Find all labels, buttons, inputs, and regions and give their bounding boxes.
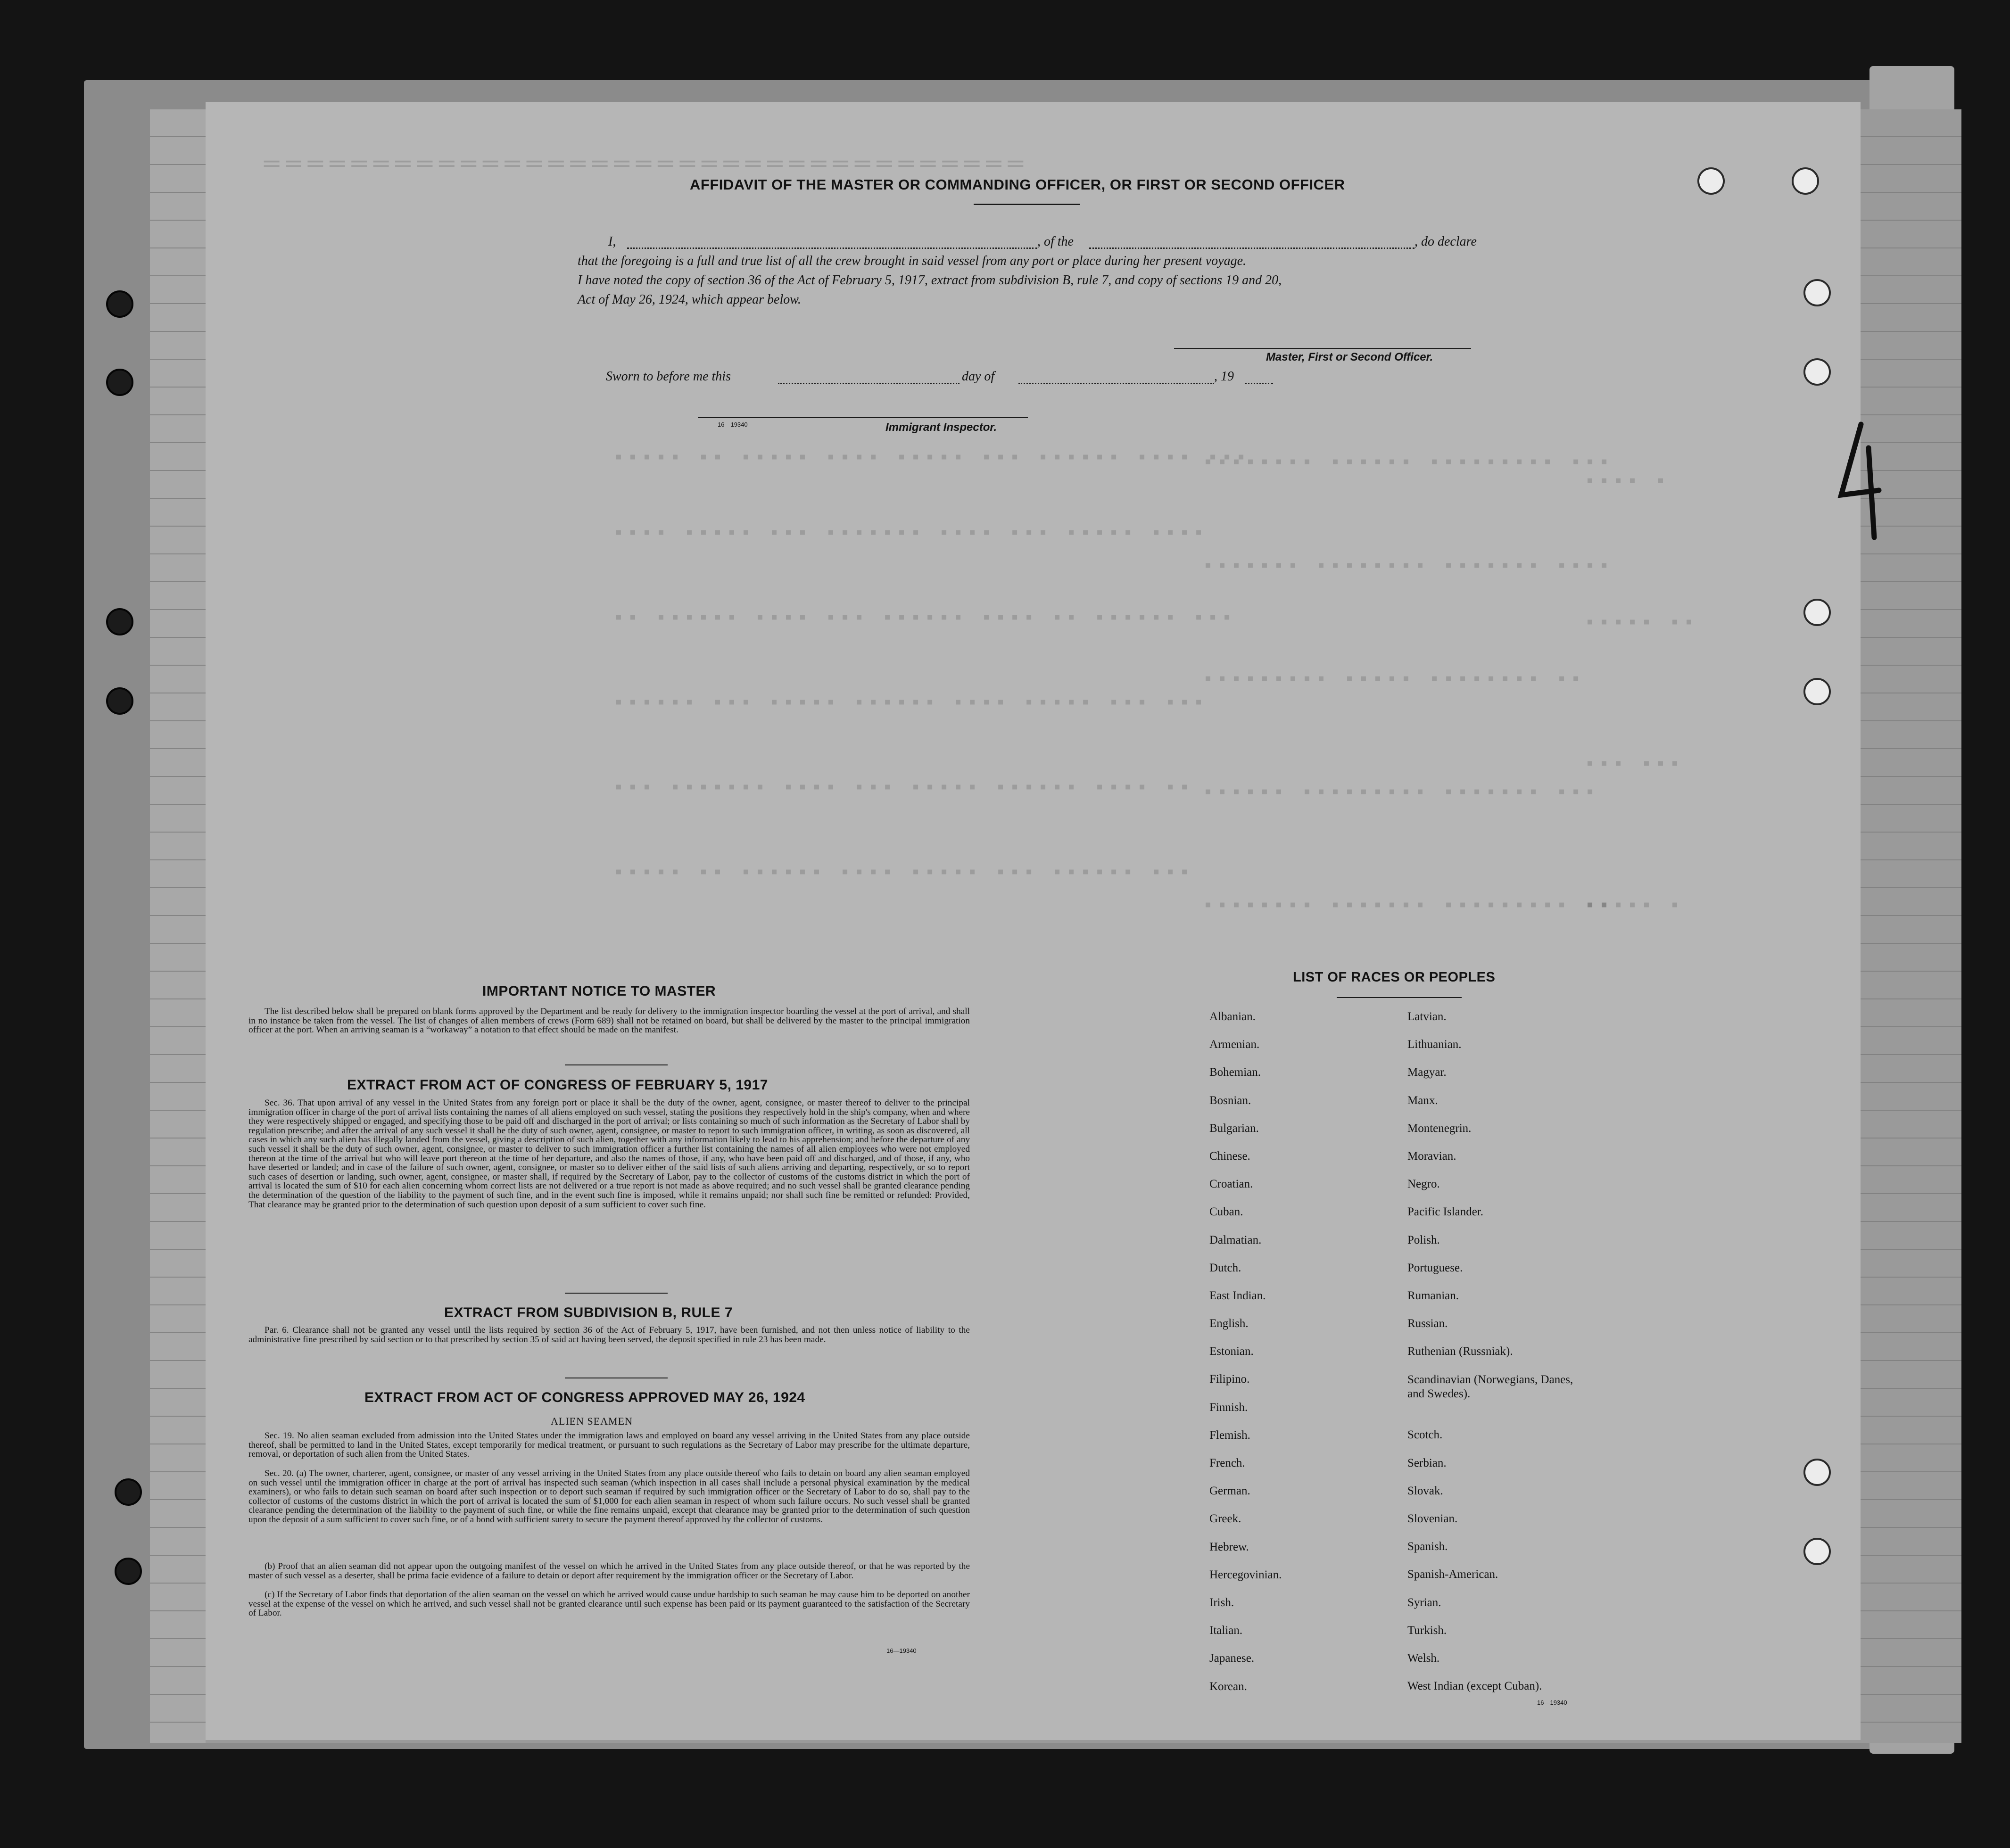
bleed-through-texture: ▪▪▪▪▪ ▪ <box>1584 896 1684 917</box>
race-item: Montenegrin. <box>1407 1122 1472 1135</box>
bleed-through-texture: ▪▪▪ ▪▪▪ <box>1584 754 1684 776</box>
race-item: Japanese. <box>1209 1652 1255 1665</box>
races-left-column <box>1209 1010 1282 1708</box>
binder-hole <box>1697 167 1725 195</box>
races-title: LIST OF RACES OR PEOPLES <box>1293 970 1496 985</box>
binder-hole <box>115 1558 142 1585</box>
declarant-name-field[interactable] <box>627 248 1037 249</box>
race-item: Latvian. <box>1407 1010 1447 1023</box>
race-item: Magyar. <box>1407 1066 1447 1079</box>
binder-hole <box>106 687 133 715</box>
race-item: Chinese. <box>1209 1149 1250 1163</box>
sec20a-body: Sec. 20. (a) The owner, charterer, agent, consignee, or master of any vessel arriving in the United States from any place outside thereof who fails to detain on board any alien seaman employed on such vessel until the immigration officer in charge at the port of arrival has inspected such seaman (which inspection in all cases shall include a personal physical examination by the medical examiners), or who fails to detain such seaman on board after such inspection or to deport such seaman if required by such immigration officer or the Secretary of Labor to do so, shall pay to the collector of customs of the customs district in which the port of arrival is located the sum of $1,000 for each alien seaman in respect of whom such failure occurs. No such vessel shall be granted clearance pending the determination of the liability to the payment of such fine, or while the fine remains unpaid, except that clearance may be granted prior to the determination of such question upon the deposit of a sum sufficient to cover such fine, or of a bond with sufficient surety to secure the payment thereof approved by the collector of customs. <box>248 1468 970 1525</box>
race-item: Irish. <box>1209 1596 1234 1609</box>
bleed-through-texture: ▪▪▪▪▪▪▪▪ ▪▪▪▪▪▪ ▪▪▪▪▪▪▪▪▪ ▪▪▪ <box>1202 453 1613 474</box>
extract-1917-body: Sec. 36. That upon arrival of any vessel in the United States from any foreign port or place it shall be the duty of the owner, agent, consignee, or master thereof to deliver to the principal immigration officer in charge of the port of arrival lists containing the names of all aliens employed on such vessel, stating the positions they respectively hold in the ship's company, when and where they were respectively shipped or engaged, and specifying those to be paid off and discharged in the port of arrival; or lists containing so much of such information as the Secretary of Labor shall by regulation prescribe; and after the arrival of any such vessel it shall be the duty of such owner, agent, consignee, or master to report to such immigration officer, in writing, as soon as discovered, all cases in which any such alien has illegally landed from the vessel, giving a description of such alien, together with any information likely to lead to his apprehension; and before the departure of any such vessel it shall be the duty of such owner, agent, consignee, or master to deliver to such immigration officer a further list containing the names of all alien employees who were not employed thereon at the time of the arrival but who will leave port thereon at the time of her departure, and also the names of those, if any, who have been paid off and discharged, and of those, if any, who have deserted or landed; and in case of the failure of such owner, agent, consignee, or master so to deliver either of the said lists of such aliens arriving and departing, respectively, or so to report such cases of desertion or landing, such owner, agent, consignee, or master shall, if required by the Secretary of Labor, pay to the collector of customs of the customs district in which the port of arrival is located the sum of $10 for each alien concerning whom correct lists are not delivered or a true report is not made as above required; and no such vessel shall be granted clearance pending the determination of the question of the liability to the payment of such fine, and in the event such fine is imposed, while it remains unpaid; nor shall such fine be remitted or refunded: Provided, That clearance may be granted prior to the determination of such question upon deposit of a sum sufficient to cover such fine. <box>248 1098 970 1210</box>
inspector-caption: Immigrant Inspector. <box>885 421 997 434</box>
race-item: Armenian. <box>1209 1038 1260 1051</box>
form-number: 16—19340 <box>1537 1699 1567 1706</box>
race-item: Pacific Islander. <box>1407 1205 1484 1219</box>
race-item: Spanish. <box>1407 1540 1448 1553</box>
bleed-through-texture: ▪▪▪▪▪▪▪▪ ▪▪▪▪▪▪▪ ▪▪▪▪▪▪▪▪▪ ▪▪ <box>1202 896 1613 917</box>
binder-hole <box>106 369 133 396</box>
sec20c-body: (c) If the Secretary of Labor finds that deportation of the alien seaman on the vessel on which he arrived would cause undue hardship to such seaman he may cause him to be deported on another vessel at the expense of the vessel on which he arrived, and such vessel shall not be granted clearance until such expense has been paid or its payment guaranteed to the satisfaction of the Secretary of Labor. <box>248 1590 970 1618</box>
extract-rule7-title: EXTRACT FROM SUBDIVISION B, RULE 7 <box>444 1305 733 1320</box>
race-item: Korean. <box>1209 1680 1247 1693</box>
race-item: Rumanian. <box>1407 1289 1459 1302</box>
race-item: Lithuanian. <box>1407 1038 1462 1051</box>
notice-body: The list described below shall be prepared on blank forms approved by the Department and be ready for delivery to the immigration inspector boarding the vessel at the port of arrival, and shall in no instance be taken from the vessel. The list of changes of alien members of crews (Form 689) shall not be retained on board, but shall be delivered by the master to the principal immigration officer at the port. When an arriving seaman is a “workaway” a notation to that effect should be made on the manifest. <box>248 1006 970 1035</box>
race-item: Portuguese. <box>1407 1261 1463 1274</box>
race-item: Turkish. <box>1407 1624 1447 1637</box>
extract-1924-title: EXTRACT FROM ACT OF CONGRESS APPROVED MAY 26, 1924 <box>364 1390 805 1405</box>
race-item: Slovenian. <box>1407 1512 1458 1525</box>
section-rule <box>565 1064 668 1065</box>
inspector-signature-line[interactable] <box>698 417 1028 418</box>
master-signature-field[interactable] <box>1174 348 1471 349</box>
sworn-month-field[interactable] <box>1018 383 1214 384</box>
race-item: East Indian. <box>1209 1289 1266 1302</box>
affidavit-title: AFFIDAVIT OF THE MASTER OR COMMANDING OFFICER, OR FIRST OR SECOND OFFICER <box>690 176 1345 193</box>
race-item: Moravian. <box>1407 1149 1456 1163</box>
race-item: Finnish. <box>1209 1401 1248 1414</box>
bleed-through-texture: ▪▪▪▪▪▪ ▪▪▪▪▪▪▪▪▪ ▪▪▪▪▪▪▪ ▪▪▪ <box>1202 783 1599 804</box>
bleed-through-texture: ▪▪▪▪▪▪▪ ▪▪▪▪▪▪▪▪ ▪▪▪▪▪▪▪ ▪▪▪▪ <box>1202 556 1613 578</box>
sworn-label: Sworn to before me this <box>606 369 731 384</box>
binder-hole <box>106 608 133 635</box>
race-item: Cuban. <box>1209 1205 1243 1219</box>
race-item: Bosnian. <box>1209 1094 1251 1107</box>
binder-hole <box>1803 1538 1831 1565</box>
sec20b-body: (b) Proof that an alien seaman did not appear upon the outgoing manifest of the vessel on which he arrived in the United States from any place outside thereof, or that he was reported by the master of such vessel as a deserter, shall be prima facie evidence of a failure to detain or deport after requirement by the immigration officer or the Secretary of Labor. <box>248 1561 970 1581</box>
sec19-body: Sec. 19. No alien seaman excluded from admission into the United States under the immigration laws and employed on board any vessel arriving in the United States from any place outside thereof, shall be permitted to land in the United States, except temporarily for medical treatment, or pursuant to such regulations as the Secretary of Labor may prescribe for the ultimate departure, removal, or deportation of such alien from the United States. <box>248 1431 970 1460</box>
title-rule <box>974 204 1080 205</box>
race-item: Serbian. <box>1407 1456 1447 1469</box>
extract-rule7-body: Par. 6. Clearance shall not be granted any vessel until the lists required by section 36 of the Act of February 5, 1917, have been furnished, and not then unless notice of liability to the administrative fine prescribed by said section or to that prescribed by section 35 of said act having been served, the deposit specified in rule 23 has been made. <box>248 1325 970 1345</box>
sworn-year-field[interactable] <box>1245 383 1273 384</box>
ledger-stub <box>150 109 206 1743</box>
race-item: English. <box>1209 1317 1249 1330</box>
do-declare-label: , do declare <box>1414 234 1477 249</box>
race-item: Manx. <box>1407 1094 1438 1107</box>
race-item: German. <box>1209 1485 1250 1498</box>
race-item: Hebrew. <box>1209 1540 1249 1553</box>
day-of-label: day of <box>962 369 995 384</box>
race-item: Greek. <box>1209 1512 1241 1526</box>
race-item: Bohemian. <box>1209 1066 1261 1079</box>
race-item: Welsh. <box>1407 1651 1440 1665</box>
bleed-through-texture: ▪▪▪▪▪▪▪▪▪ ▪▪▪▪▪ ▪▪▪▪▪▪▪▪ ▪▪ <box>1202 669 1585 691</box>
race-item: Syrian. <box>1407 1596 1441 1609</box>
master-caption: Master, First or Second Officer. <box>1266 351 1433 363</box>
bleed-through-texture: ▪▪ ▪▪▪▪▪▪ ▪▪▪▪ ▪▪▪ ▪▪▪▪▪▪ ▪▪▪▪ ▪▪ ▪▪▪▪▪▪ ▪▪▪ <box>613 608 1236 629</box>
race-item-text: Scandinavian (Norwegians, Danes, and Swedes). <box>1407 1373 1573 1401</box>
race-item: Scotch. <box>1407 1428 1443 1442</box>
binder-hole <box>1803 279 1831 306</box>
race-item: Italian. <box>1209 1624 1243 1637</box>
binder-hole <box>1803 1459 1831 1486</box>
race-item: Croatian. <box>1209 1178 1253 1191</box>
declarant-label: I, <box>608 234 616 249</box>
section-rule <box>565 1293 668 1294</box>
bleed-through-texture: ▪▪▪▪ ▪ <box>1584 471 1670 493</box>
bleed-through-texture: ▪▪▪▪▪ ▪▪ <box>1584 613 1698 634</box>
race-item: Slovak. <box>1407 1484 1443 1497</box>
affidavit-line-4: Act of May 26, 1924, which appear below. <box>578 292 801 307</box>
alien-seamen-subtitle: ALIEN SEAMEN <box>551 1415 633 1427</box>
binder-hole <box>1803 358 1831 386</box>
race-item: Negro. <box>1407 1178 1440 1191</box>
race-item: Russian. <box>1407 1317 1448 1330</box>
race-item: Albanian. <box>1209 1010 1256 1023</box>
race-item: West Indian (except Cuban). <box>1407 1680 1542 1693</box>
affidavit-line-3: I have noted the copy of section 36 of the Act of February 5, 1917, extract from subdivision B, rule 7, and copy of sections 19 and 20, <box>578 273 1282 288</box>
binder-hole <box>1803 599 1831 626</box>
form-number: 16—19340 <box>886 1647 917 1654</box>
notice-title: IMPORTANT NOTICE TO MASTER <box>482 983 716 999</box>
binder-hole <box>1792 167 1819 195</box>
handwritten-mark <box>1832 420 1884 542</box>
race-item: Flemish. <box>1209 1428 1250 1442</box>
bleed-through-texture: ▪▪▪ ▪▪▪▪▪▪▪ ▪▪▪▪ ▪▪▪ ▪▪▪▪▪ ▪▪▪▪▪▪ ▪▪▪▪ ▪▪ <box>613 778 1193 799</box>
race-item: French. <box>1209 1457 1245 1469</box>
affidavit-line-2: that the foregoing is a full and true list of all the crew brought in said vessel from any port or place during her present voyage. <box>578 254 1247 268</box>
bleed-through-texture: ▪▪▪▪▪▪ ▪▪▪ ▪▪▪▪▪ ▪▪▪▪▪▪ ▪▪▪▪ ▪▪▪▪▪ ▪▪▪ ▪▪▪ <box>613 693 1208 714</box>
races-title-rule <box>1337 997 1462 998</box>
race-item: Filipino. <box>1209 1373 1250 1386</box>
binder-hole <box>106 290 133 318</box>
races-right-column <box>1407 1010 1577 1708</box>
bleed-through-texture: ═══════════════════════════════════ <box>264 151 1030 180</box>
year-label: , 19 <box>1214 369 1234 384</box>
bleed-through-texture: ▪▪▪▪▪ ▪▪ ▪▪▪▪▪▪ ▪▪▪▪ ▪▪▪▪▪ ▪▪▪ ▪▪▪▪▪▪ ▪▪▪ <box>613 863 1193 884</box>
race-item: Spanish-American. <box>1407 1568 1498 1581</box>
bleed-through-texture: ▪▪▪▪ ▪▪▪▪▪ ▪▪▪ ▪▪▪▪▪▪▪ ▪▪▪▪ ▪▪▪ ▪▪▪▪▪ ▪▪▪▪ <box>613 523 1208 544</box>
race-item <box>1407 1373 1577 1428</box>
race-item: Bulgarian. <box>1209 1122 1259 1135</box>
race-item: Dalmatian. <box>1209 1233 1262 1246</box>
extract-1917-title: EXTRACT FROM ACT OF CONGRESS OF FEBRUARY 5, 1917 <box>347 1077 768 1093</box>
race-item: Ruthenian (Russniak). <box>1407 1345 1513 1358</box>
sworn-day-field[interactable] <box>778 383 960 384</box>
race-item: Polish. <box>1407 1233 1440 1246</box>
race-item: Estonian. <box>1209 1345 1254 1358</box>
form-number: 16—19340 <box>718 421 748 428</box>
race-item: Dutch. <box>1209 1261 1241 1274</box>
binder-hole <box>1803 678 1831 705</box>
of-the-label: , of the <box>1037 234 1074 249</box>
binder-hole <box>115 1478 142 1506</box>
vessel-name-field[interactable] <box>1089 248 1414 249</box>
bleed-through-texture: ▪▪▪▪▪ ▪▪ ▪▪▪▪▪ ▪▪▪▪ ▪▪▪▪▪ ▪▪▪ ▪▪▪▪▪▪ ▪▪▪▪ ▪▪▪ <box>613 448 1250 469</box>
race-item: Hercegovinian. <box>1209 1568 1282 1581</box>
